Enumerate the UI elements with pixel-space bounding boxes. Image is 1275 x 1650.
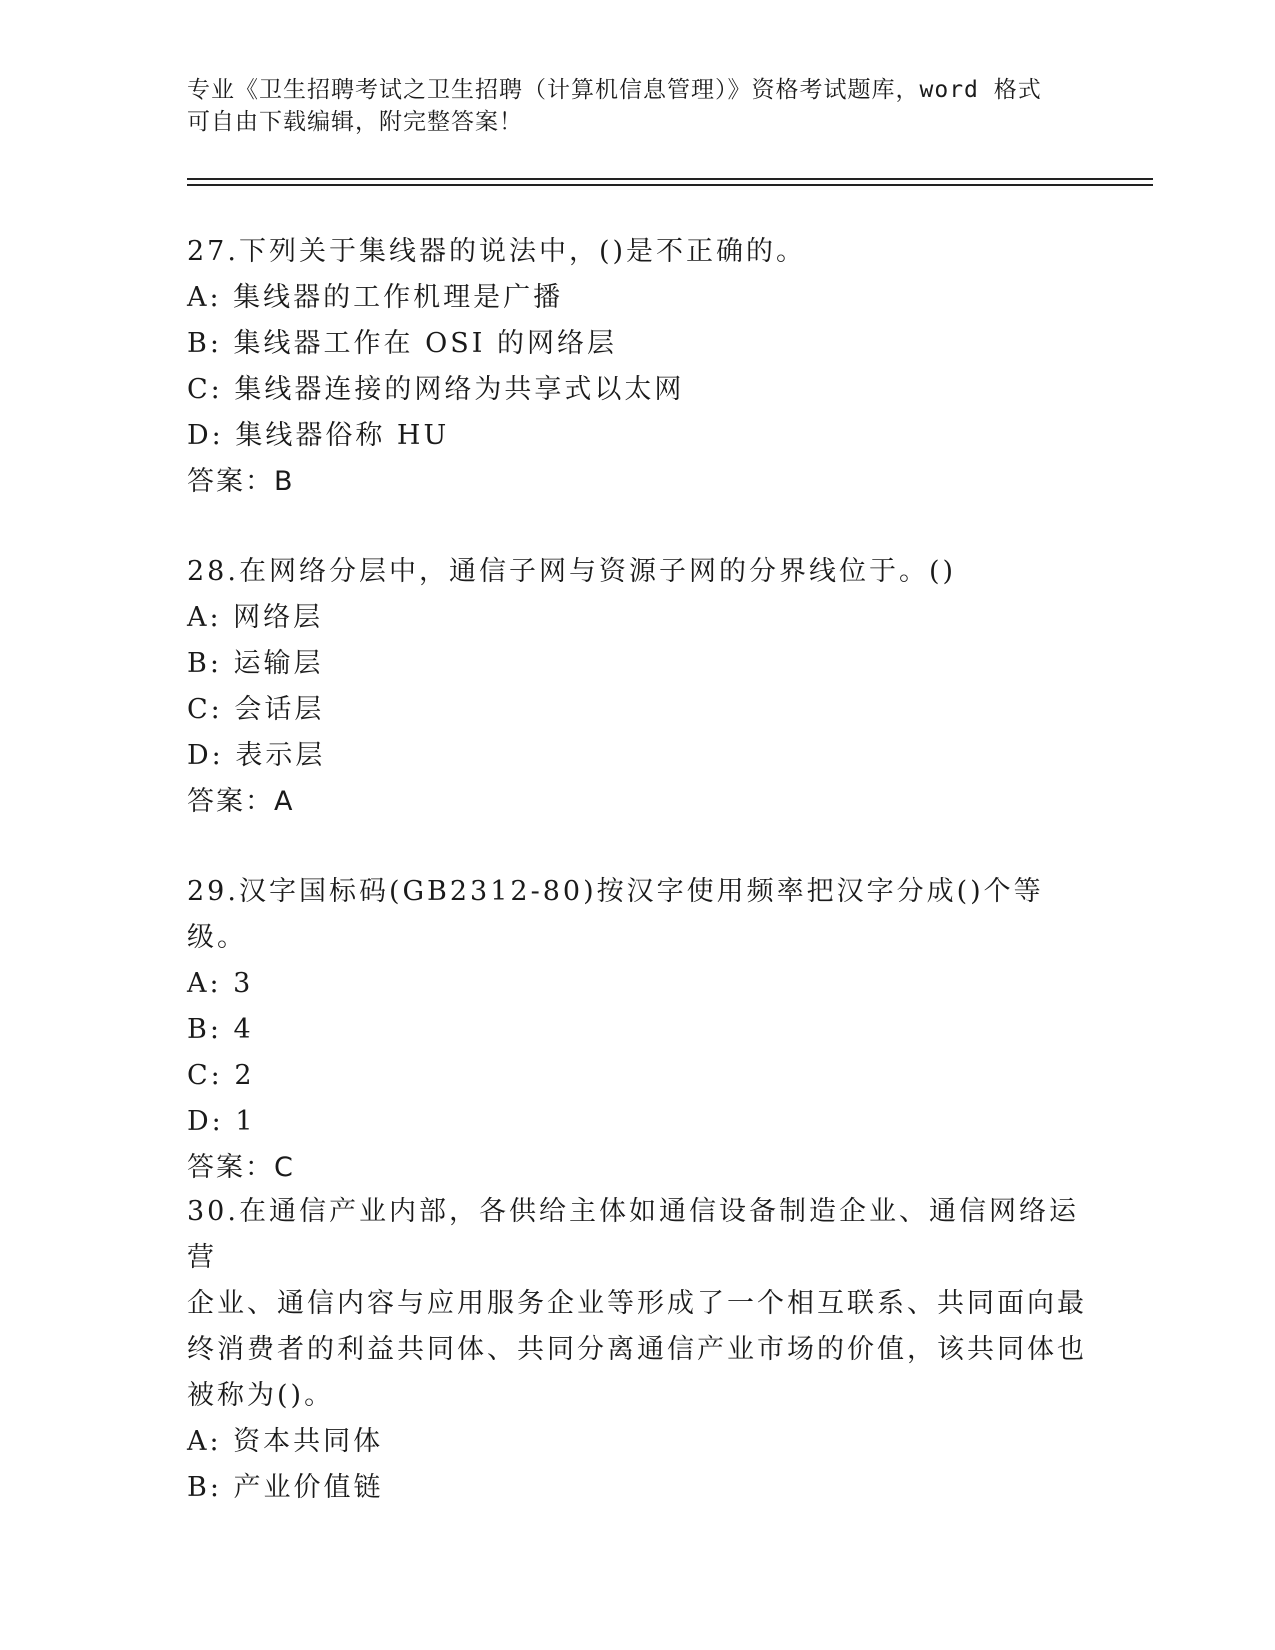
option-a: A: 网络层 (187, 602, 324, 633)
question-stem-line-3: 终消费者的利益共同体、共同分离通信产业市场的价值，该共同体也 (187, 1334, 1087, 1365)
option-a: A: 集线器的工作机理是广播 (187, 282, 564, 313)
header-line-1: 专业《卫生招聘考试之卫生招聘（计算机信息管理）》资格考试题库，word 格式 (187, 77, 1042, 103)
option-b: B: 运输层 (187, 648, 324, 679)
option-d: D: 集线器俗称 HU (187, 420, 450, 451)
option-c: C: 集线器连接的网络为共享式以太网 (187, 374, 685, 405)
question-stem-line-4: 被称为()。 (187, 1380, 335, 1411)
option-d: D: 1 (187, 1106, 256, 1137)
question-stem: 27.下列关于集线器的说法中，()是不正确的。 (187, 236, 807, 267)
question-stem-line-2: 企业、通信内容与应用服务企业等形成了一个相互联系、共同面向最 (187, 1288, 1087, 1319)
option-d: D: 表示层 (187, 740, 326, 771)
header-divider-bottom (187, 184, 1153, 186)
question-30 (187, 1189, 1087, 1511)
answer-label: 答案：A (187, 786, 295, 817)
question-28 (187, 549, 1087, 825)
header-line-2: 可自由下载编辑，附完整答案！ (187, 109, 523, 135)
header-divider-top (187, 178, 1153, 180)
option-c: C: 会话层 (187, 694, 325, 725)
question-29 (187, 869, 1087, 1191)
question-stem: 29.汉字国标码(GB2312-80)按汉字使用频率把汉字分成()个等级。 (187, 876, 1044, 953)
option-a: A: 3 (187, 968, 254, 999)
option-b: B: 产业价值链 (187, 1472, 384, 1503)
option-b: B: 集线器工作在 OSI 的网络层 (187, 328, 617, 359)
question-stem: 28.在网络分层中，通信子网与资源子网的分界线位于。() (187, 556, 957, 587)
option-a: A: 资本共同体 (187, 1426, 384, 1457)
document-header (187, 74, 1087, 138)
question-27 (187, 229, 1087, 505)
answer-label: 答案：C (187, 1152, 295, 1183)
answer-label: 答案：B (187, 466, 295, 497)
question-stem-line-1: 30.在通信产业内部，各供给主体如通信设备制造企业、通信网络运营 (187, 1196, 1079, 1273)
option-c: C: 2 (187, 1060, 255, 1091)
option-b: B: 4 (187, 1014, 254, 1045)
